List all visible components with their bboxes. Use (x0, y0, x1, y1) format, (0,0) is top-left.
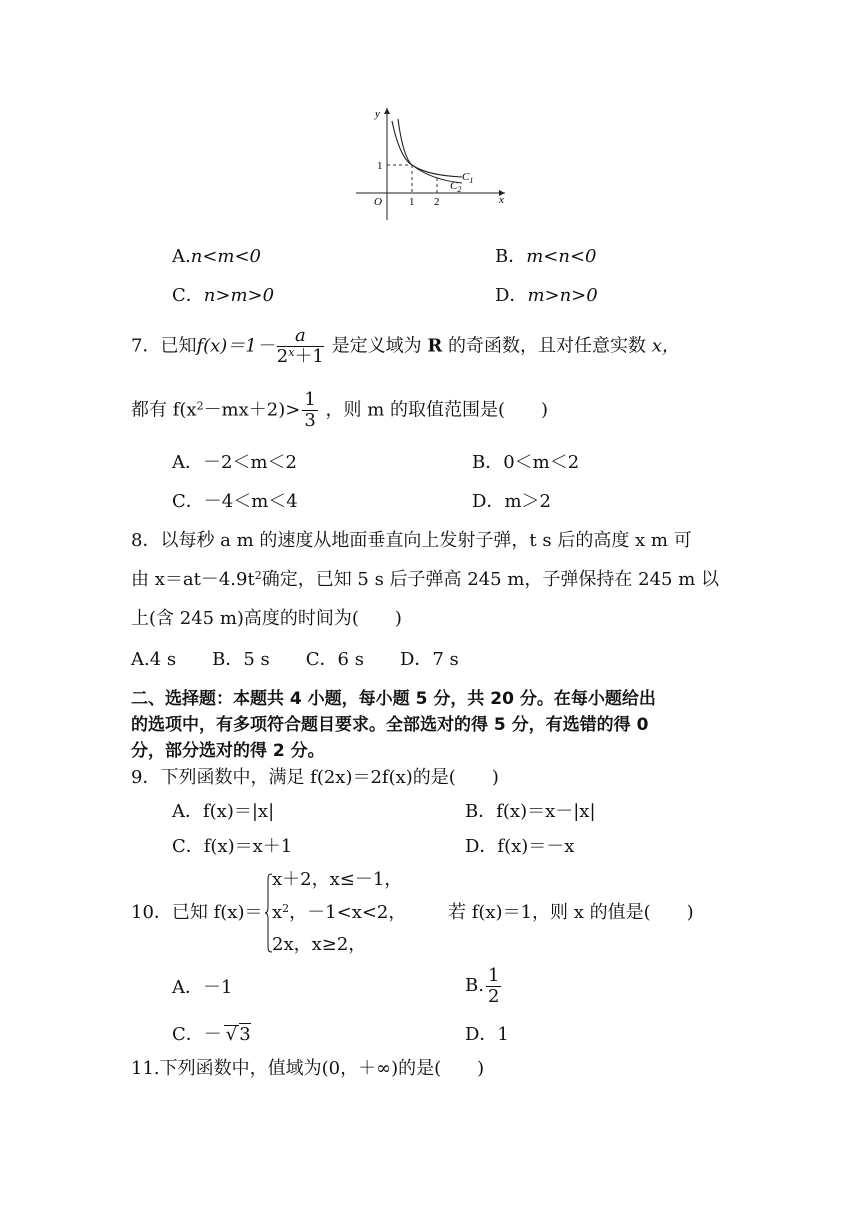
curve-c1 (398, 119, 462, 177)
section2-line1: 二、选择题：本题共 4 小题，每小题 5 分，共 20 分。在每小题给出 (131, 689, 656, 709)
curve-c2 (392, 121, 462, 183)
label-y: y (375, 108, 380, 120)
label-origin: O (374, 196, 382, 208)
q8-stem-line3: 上(含 245 m)高度的时间为( ) (131, 608, 402, 629)
q8-stem-line1: 8．以每秒 a m 的速度从地面垂直向上发射子弹，t s 后的高度 x m 可 (131, 530, 692, 551)
q10-stem-suffix: 若 f(x)＝1，则 x 的值是( ) (448, 902, 694, 923)
q10-option-c[interactable]: C．－ √ 3 (172, 1024, 251, 1045)
tick-2-x: 2 (434, 196, 440, 208)
q6-option-c-label: C． (172, 285, 204, 306)
q6-option-d-text: m>n>0 (527, 285, 598, 306)
q9-option-b[interactable]: B．f(x)＝x－|x| (465, 801, 596, 822)
y-axis-arrow (384, 108, 390, 114)
q6-option-c-text: n>m>0 (203, 285, 275, 306)
tick-1-y: 1 (377, 160, 383, 172)
q6-option-a-label: A. (172, 246, 191, 267)
q8-options[interactable]: A.4 s B．5 s C．6 s D．7 s (131, 649, 459, 670)
q10-stem-prefix: 10．已知 f(x)＝ (131, 902, 263, 923)
q7-frac-den: $2^x+1$ (276, 346, 324, 367)
q9-option-d[interactable]: D．f(x)＝－x (465, 836, 575, 857)
q7-fraction-2: $\frac{1}{3}$ (304, 389, 316, 431)
q6-option-a[interactable] (172, 246, 261, 268)
q7-option-c[interactable]: C．－4＜m＜4 (172, 491, 298, 512)
q7-number: 7． (131, 335, 161, 357)
q7-mid1: 是定义域为 (325, 335, 428, 357)
curve-c1-label: $C_1$ (462, 171, 474, 185)
q10-case3: 2x，x≥2， (272, 934, 367, 955)
q7-line2-b: －mx＋2)> (203, 399, 301, 421)
q7-func-lhs: f(x)＝1－ (196, 335, 275, 357)
q7-real-set: R (427, 335, 443, 357)
q6-option-b-label: B． (495, 246, 527, 267)
sqrt-symbol: √ (225, 1024, 238, 1045)
q11-stem: 11.下列函数中，值域为(0，＋∞)的是( ) (131, 1058, 485, 1079)
q7-option-b[interactable]: B．0＜m＜2 (472, 452, 580, 473)
label-x: x (499, 194, 504, 206)
q10-option-d[interactable]: D．1 (465, 1024, 509, 1045)
q10-case1: x＋2，x≤－1， (272, 869, 403, 890)
q8-stem-line2: 由 $x=at-4.9t^2$确定，已知 5 s 后子弹高 245 m，子弹保持在 245 m 以 (131, 569, 720, 590)
q7-line2-c: ，则 m 的取值范围是( ) (319, 399, 549, 421)
section2-line3: 分，部分选对的得 2 分。 (131, 741, 325, 761)
q7-stem-line2: 都有 $f(x^2-mx+2)>$ $\frac{1}{3}$ ，则 m 的取值范围是( ) (131, 389, 549, 431)
q10-option-a[interactable]: A．－1 (172, 977, 233, 998)
q7-stem-line1 (131, 326, 680, 367)
q6-option-c[interactable] (172, 285, 274, 307)
q6-option-d[interactable] (495, 285, 598, 307)
q7-line2-a: 都有 f(x (131, 399, 197, 421)
q9-stem: 9．下列函数中，满足 f(2x)＝2f(x)的是( ) (131, 767, 499, 788)
q7-x-end: x， (651, 335, 680, 357)
q6-option-b-text: m<n<0 (526, 246, 597, 267)
curve-c2-label: $C_2$ (450, 180, 462, 194)
q9-option-c[interactable]: C．f(x)＝x＋1 (172, 836, 293, 857)
q7-mid2: 的奇函数，且对任意实数 (442, 335, 652, 357)
section2-line2: 的选项中，有多项符合题目要求。全部选对的得 5 分，有选错的得 0 (131, 715, 649, 735)
tick-1-x: 1 (409, 196, 415, 208)
q6-option-d-label: D． (495, 285, 528, 306)
q9-option-a[interactable]: A．f(x)＝|x| (172, 801, 275, 822)
q6-option-b[interactable] (495, 246, 597, 268)
q7-frac-num: a (277, 326, 324, 347)
function-graph-figure (0, 0, 860, 230)
q7-fraction (277, 326, 324, 367)
q10-option-b[interactable]: B. $\frac{1}{2}$ (465, 964, 500, 1007)
q7-option-d[interactable]: D．m＞2 (472, 491, 551, 512)
q7-prefix: 已知 (160, 335, 197, 357)
q7-option-a[interactable]: A．－2＜m＜2 (172, 452, 297, 473)
q6-option-a-text: n<m<0 (190, 246, 262, 267)
q10-case2: $x^2$，－1<x<2， (272, 902, 407, 923)
